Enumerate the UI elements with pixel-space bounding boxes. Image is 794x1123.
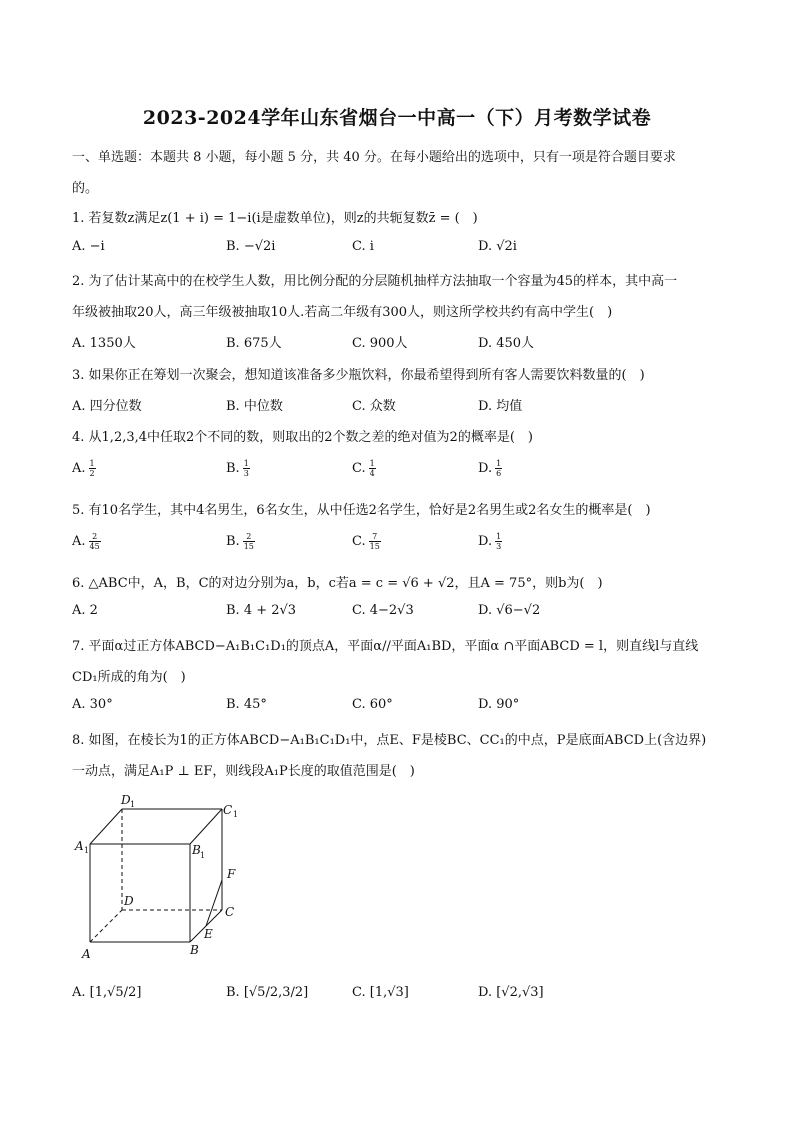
- option-c[interactable]: C. i: [352, 239, 374, 254]
- option-a[interactable]: A. 30°: [72, 697, 113, 712]
- fraction: $\frac{7}{15}$: [369, 532, 380, 551]
- option-a[interactable]: A. −i: [72, 239, 105, 254]
- label-f: F: [227, 867, 236, 881]
- option-b[interactable]: B. 中位数: [226, 399, 283, 414]
- option-c[interactable]: C. 众数: [352, 399, 396, 414]
- option-a[interactable]: A. 四分位数: [72, 399, 142, 414]
- option-b[interactable]: B. $\frac{2}{15}$: [226, 532, 254, 551]
- option-a[interactable]: A. 1350人: [72, 336, 136, 351]
- question-3-options: [72, 395, 732, 417]
- label-b: B: [190, 943, 199, 957]
- option-c[interactable]: C. 60°: [352, 697, 393, 712]
- option-d[interactable]: D. √2i: [478, 239, 517, 254]
- question-1-options: [72, 239, 732, 261]
- option-b[interactable]: B. 675人: [226, 336, 282, 351]
- label-b1-sub: 1: [200, 851, 206, 860]
- section-heading-line1: 一、单选题：本题共 8 小题，每小题 5 分，共 40 分。在每小题给出的选项中，只有一项是符合题目要求: [72, 150, 676, 165]
- option-d[interactable]: D. $\frac{1}{6}$: [478, 459, 502, 478]
- question-7-text-line2: CD₁所成的角为( ): [72, 670, 186, 685]
- label-d1: D: [121, 793, 131, 807]
- label-c: C: [225, 905, 235, 919]
- question-8-text-line1: 8. 如图，在棱长为1的正方体ABCD−A₁B₁C₁D₁中，点E、F是棱BC、CC₁的中点，P是底面ABCD上(含边界): [72, 733, 707, 748]
- option-d[interactable]: D. √6−√2: [478, 603, 541, 618]
- option-d[interactable]: D. 450人: [478, 336, 535, 351]
- label-c1: C: [223, 803, 233, 817]
- cube-figure: [72, 792, 252, 967]
- option-d[interactable]: D. 90°: [478, 697, 520, 712]
- option-b[interactable]: B. $\frac{1}{3}$: [226, 459, 249, 478]
- option-d[interactable]: D. [√2,√3]: [478, 985, 544, 1000]
- question-5-options: [72, 532, 732, 554]
- label-a1: A: [75, 839, 84, 853]
- option-d[interactable]: D. $\frac{1}{3}$: [478, 532, 502, 551]
- question-4-options: [72, 459, 732, 481]
- question-7-options: [72, 697, 732, 719]
- label-c1-sub: 1: [233, 810, 239, 819]
- fraction: $\frac{1}{2}$: [89, 459, 95, 478]
- question-8-text-line2: 一动点，满足A₁P ⊥ EF，则线段A₁P长度的取值范围是( ): [72, 764, 415, 779]
- question-1-text: 1. 若复数z满足z(1 + i) = 1−i(i是虚数单位)，则z的共轭复数z̄ = ( ): [72, 211, 478, 226]
- option-c[interactable]: C. 900人: [352, 336, 408, 351]
- option-b[interactable]: B. −√2i: [226, 239, 276, 254]
- option-b[interactable]: B. 4 + 2√3: [226, 603, 297, 618]
- option-a[interactable]: A. 2: [72, 603, 98, 618]
- label-d1-sub: 1: [130, 800, 136, 809]
- question-4-text: 4. 从1,2,3,4中任取2个不同的数，则取出的2个数之差的绝对值为2的概率是( ): [72, 430, 533, 445]
- fraction: $\frac{2}{15}$: [243, 532, 254, 551]
- section-heading-line2: 的。: [72, 181, 99, 196]
- option-d[interactable]: D. 均值: [478, 399, 523, 414]
- question-3-text: 3. 如果你正在筹划一次聚会，想知道该准备多少瓶饮料，你最希望得到所有客人需要饮料数量的( ): [72, 368, 645, 383]
- question-2-text-line1: 2. 为了估计某高中的在校学生人数，用比例分配的分层随机抽样方法抽取一个容量为45的样本，其中高一: [72, 274, 678, 289]
- option-c[interactable]: C. $\frac{7}{15}$: [352, 532, 380, 551]
- option-a[interactable]: A. $\frac{1}{2}$: [72, 459, 95, 478]
- question-2-text-line2: 年级被抽取20人，高三年级被抽取10人.若高二年级有300人，则这所学校共约有高中学生( ): [72, 305, 613, 320]
- label-d: D: [124, 894, 134, 908]
- segment-ef: [206, 880, 222, 926]
- fraction: $\frac{1}{3}$: [243, 459, 249, 478]
- question-8-options: [72, 985, 732, 1007]
- label-b1: B: [192, 843, 201, 857]
- option-b[interactable]: B. [√5/2,3/2]: [226, 985, 309, 1000]
- label-a1-sub: 1: [84, 846, 90, 855]
- option-a[interactable]: A. $\frac{2}{45}$: [72, 532, 100, 551]
- question-2-options: [72, 332, 732, 354]
- fraction: $\frac{2}{45}$: [89, 532, 100, 551]
- option-b[interactable]: B. 45°: [226, 697, 267, 712]
- page-title: 2023-2024学年山东省烟台一中高一（下）月考数学试卷: [142, 107, 652, 129]
- label-e: E: [204, 927, 213, 941]
- edge-ad-hidden: [90, 910, 122, 942]
- edge-a1d1: [90, 809, 122, 844]
- fraction: $\frac{1}{3}$: [496, 532, 502, 551]
- edge-b1c1: [190, 809, 222, 844]
- question-6-options: [72, 603, 732, 625]
- question-5-text: 5. 有10名学生，其中4名男生，6名女生，从中任选2名学生，恰好是2名男生或2名女生的概率是( ): [72, 503, 651, 518]
- fraction: $\frac{1}{6}$: [496, 459, 502, 478]
- option-c[interactable]: C. 4−2√3: [352, 603, 414, 618]
- question-7-text-line1: 7. 平面α过正方体ABCD−A₁B₁C₁D₁的顶点A，平面α//平面A₁BD，平面α ∩平面ABCD = l，则直线l与直线: [72, 639, 699, 654]
- label-a: A: [82, 947, 91, 961]
- option-c[interactable]: C. [1,√3]: [352, 985, 409, 1000]
- fraction: $\frac{1}{4}$: [369, 459, 375, 478]
- question-6-text: 6. △ABC中，A，B，C的对边分别为a，b，c若a = c = √6 + √2，且A = 75°，则b为( ): [72, 576, 603, 591]
- option-a[interactable]: A. [1,√5/2]: [72, 985, 142, 1000]
- option-c[interactable]: C. $\frac{1}{4}$: [352, 459, 375, 478]
